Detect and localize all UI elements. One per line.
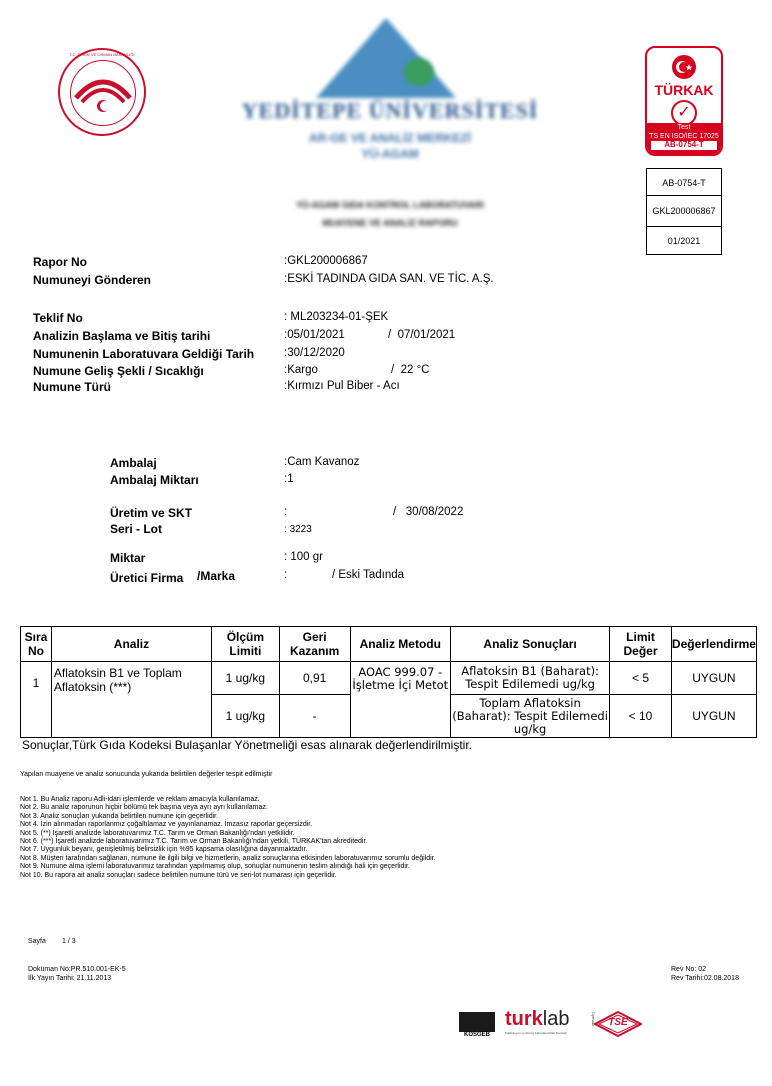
sonuc-cell-2: Toplam Aflatoksin (Baharat): Tespit Edilemedi ug/kg (452, 695, 608, 736)
table-row (21, 662, 757, 695)
note-item: Not 3. Analiz sonuçları yukarıda belirtilen numune için geçerlidir. (20, 812, 219, 820)
seri-text: 3223 (289, 524, 312, 535)
sonuc-cell-1: Aflatoksin B1 (Baharat): Tespit Edilemedi ug/kg (451, 662, 610, 695)
col-sira: Sıra No (21, 627, 52, 662)
skt-value: / 30/08/2022 (393, 506, 464, 518)
marka-value: / Eski Tadında (332, 569, 405, 581)
teklif-text: ML203234-01-ŞEK (290, 311, 389, 323)
note-item: Not 4. İzin alınmadan raporlanmız çoğaltılamaz ve yayınlanamaz. İmzasız raporlar geçersizdir. (20, 821, 313, 829)
id-box-report: GKL200006867 (646, 196, 722, 227)
gelis-sekli-label: Numune Geliş Şekli / Sıcaklığı (33, 364, 204, 378)
limit-cell-1: < 5 (610, 662, 672, 695)
deger-cell-2: UYGUN (671, 695, 756, 738)
sayfa-label: Sayfa (28, 938, 46, 945)
tur-text: Kırmızı Pul Biber - Acı (287, 380, 400, 392)
kosgeb-icon (459, 1012, 495, 1032)
rapor-no-text: GKL200006867 (287, 255, 368, 267)
analiz-baslama-value: :05/01/2021 (284, 329, 345, 341)
gonderen-label: Numuneyi Gönderen (33, 273, 152, 287)
col-limit: Limit Değer (610, 627, 672, 662)
turkak-word: TÜRKAK (654, 82, 714, 98)
lab-title-2: MUAYENE VE ANALİZ RAPORU (322, 218, 458, 228)
analiz-baslama-text: 05/01/2021 (287, 329, 345, 341)
university-sub2: YÜ-AGAM (361, 147, 419, 161)
uretici-label: Üretici Firma (110, 571, 184, 585)
col-analiz: Analiz (51, 627, 211, 662)
turklab-word-b: lab (542, 1008, 570, 1030)
seri-value: : 3223 (284, 524, 312, 535)
col-metod: Analiz Metodu (350, 627, 450, 662)
turklab-word-a: turk (505, 1008, 543, 1030)
analiz-cell: Aflatoksin B1 ve Toplam Aflatoksin (***) (51, 662, 211, 738)
deger-cell-1: UYGUN (671, 662, 756, 695)
col-geri: Geri Kazanım (279, 627, 350, 662)
tur-value: :Kırmızı Pul Biber - Acı (284, 380, 400, 392)
miktar-label: Miktar (110, 551, 146, 565)
note-item: Not 7. Uygunluk beyanı, genişletilmiş belirsizlik için %95 kapsama olasılığına dayanmaktadır. (20, 846, 308, 854)
university-sub1: AR-GE VE ANALİZ MERKEZİ (308, 131, 472, 145)
ambalaj-miktar-text: 1 (287, 473, 294, 485)
rapor-no-label: Rapor No (33, 255, 87, 269)
turkak-code: AB-0754-T (651, 141, 717, 150)
sayfa-value: 1 / 3 (62, 938, 76, 945)
uretim-label: Üretim ve SKT (110, 506, 193, 520)
marka-label: /Marka (197, 569, 236, 583)
ilk-yayin: İlk Yayın Tarihi: 21.11.2013 (28, 975, 112, 982)
turkak-logo (645, 46, 723, 156)
id-box-accreditation: AB-0754-T (646, 168, 722, 196)
turklab-sub: Kalibrasyon ve Deney Laboratuvarları Derneği (505, 1031, 567, 1035)
turklab-logo (505, 1008, 596, 1042)
ambalaj-text: Cam Kavanoz (287, 456, 360, 468)
rev-tarih: Rev Tarihi:02.08.2018 (671, 975, 739, 982)
gelis-tarih-value: :30/12/2020 (284, 347, 345, 359)
gelis-sekli-value: :Kargo (284, 364, 318, 376)
turkak-band (647, 123, 721, 154)
note-item: Not 10. Bu rapora ait analiz sonuçları sadece belirtilen numune türü ve seri-lot numarası için geçerlidir. (20, 871, 337, 879)
globe-icon (404, 58, 434, 86)
note-item: Not 6. (***) İşaretli analizde laboratuvarımız T.C. Tarım ve Orman Bakanlığı'ndan yetkili, TÜRKAK'tan akreditedir. (20, 838, 368, 846)
seri-label: Seri - Lot (110, 522, 163, 536)
ministry-seal (58, 48, 146, 136)
ambalaj-miktar-label: Ambalaj Miktarı (110, 473, 199, 487)
analiz-bitis-value: / 07/01/2021 (388, 329, 456, 341)
lab-title-1: YÜ-AGAM GIDA KONTROL LABORATUVARI (296, 200, 484, 210)
limit-cell-2: < 10 (610, 695, 672, 738)
teklif-value: : ML203234-01-ŞEK (284, 311, 389, 323)
rev-no: Rev No: 02 (671, 966, 707, 973)
col-sonuc: Analiz Sonuçları (451, 627, 610, 662)
sicaklik-text: 22 °C (400, 364, 430, 376)
note-item: Not 9. Numune alma işlemi laboratuvarımız tarafından yapılmamış olup, sonuçlar numunenin teslim alındığı hali için geçerlidir. (20, 863, 410, 871)
kosgeb-text: KOSGEB (463, 1032, 490, 1038)
col-deger: Değerlendirme (671, 627, 756, 662)
note-item: Not 1. Bu Analiz raporu Adli-idari işlemlerde ve reklam amacıyla kullanılamaz. (20, 796, 260, 803)
conclusion-text: Sonuçlar,Türk Gıda Kodeksi Bulaşanlar Yönetmeliği esas alınarak değerlendirilmiştir. (22, 738, 473, 752)
geri-cell-1: 0,91 (279, 662, 350, 695)
revision-info (671, 965, 739, 983)
analiz-tarih-label: Analizin Başlama ve Bitiş tarihi (33, 329, 211, 343)
dokuman-no: Doküman No:PR.510.001-EK-5 (28, 966, 126, 973)
sicaklik-value: / 22 °C (391, 364, 430, 376)
note-item: Not 8. Müşteri tarafından sağlanan, numune ile ilgili bilgi ve hizmetlerin, analiz sonuçlarına etkisinden laboratuvarımız sorumlu değildir. (20, 854, 436, 862)
check-icon: ✓ (671, 100, 697, 126)
ministry-seal-text: T.C. TARIM VE ORMAN BAKANLIĞI (69, 52, 135, 57)
teklif-label: Teklif No (33, 311, 83, 325)
uretim-colon: : (284, 506, 288, 518)
turkak-line2: TS EN ISO/IEC 17025 (649, 132, 719, 140)
tur-label: Numune Türü (33, 380, 111, 394)
note-item: Not 5. (**) İşaretli analizde laboratuvarımız T.C. Tarım ve Orman Bakanlığı'ndan yetkilidir. (20, 829, 295, 837)
row-no: 1 (21, 662, 52, 738)
id-box-date: 01/2021 (646, 227, 722, 255)
university-subtitle (240, 130, 540, 162)
geri-cell-2: - (279, 695, 350, 738)
metod-cell: AOAC 999.07 - İşletme İçi Metot (350, 662, 450, 738)
kosgeb-logo (455, 1012, 499, 1042)
col-olcum: Ölçüm Limiti (212, 627, 280, 662)
miktar-text: 100 gr (290, 551, 323, 563)
crescent-star-icon (671, 54, 697, 80)
university-name: YEDİTEPE ÜNİVERSİTESİ (241, 98, 539, 123)
note-item: Not 2. Bu analiz raporunun hiçbir bölümü tek başına veya ayrı ayrı kullanılamaz. (20, 804, 268, 812)
gonderen-text: ESKİ TADINDA GIDA SAN. VE TİC. A.Ş. (287, 273, 494, 285)
notes-list (20, 796, 436, 880)
rapor-no-value: :GKL200006867 (284, 255, 368, 267)
dokuman-info (28, 965, 126, 983)
gelis-tarih-text: 30/12/2020 (287, 347, 345, 359)
results-table (20, 626, 757, 738)
turkak-line1: Test (677, 124, 691, 131)
lab-title (150, 196, 630, 232)
miktar-value: : 100 gr (284, 551, 323, 563)
ambalaj-label: Ambalaj (110, 456, 157, 470)
gelis-tarih-label: Numunenin Laboratuvara Geldiği Tarih (33, 347, 255, 361)
gonderen-value: :ESKİ TADINDA GIDA SAN. VE TİC. A.Ş. (284, 273, 494, 285)
uretici-colon: : (284, 569, 288, 581)
skt-text: 30/08/2022 (405, 506, 464, 518)
statement-text: Yapılan muayene ve analiz sonucunda yukarıda belirtilen değerler tespit edilmiştir (20, 771, 273, 778)
ambalaj-value: :Cam Kavanoz (284, 456, 360, 468)
ambalaj-miktar-value: :1 (284, 473, 294, 485)
turklab-side: Üyesidir (591, 1012, 596, 1027)
analiz-bitis-text: 07/01/2021 (397, 329, 456, 341)
olcum-cell-1: 1 ug/kg (212, 662, 280, 695)
university-logo-icon (316, 18, 456, 98)
olcum-cell-2: 1 ug/kg (212, 695, 280, 738)
tse-text: TSE (608, 1017, 628, 1028)
gelis-sekli-text: Kargo (287, 364, 318, 376)
table-header-row (21, 627, 757, 662)
